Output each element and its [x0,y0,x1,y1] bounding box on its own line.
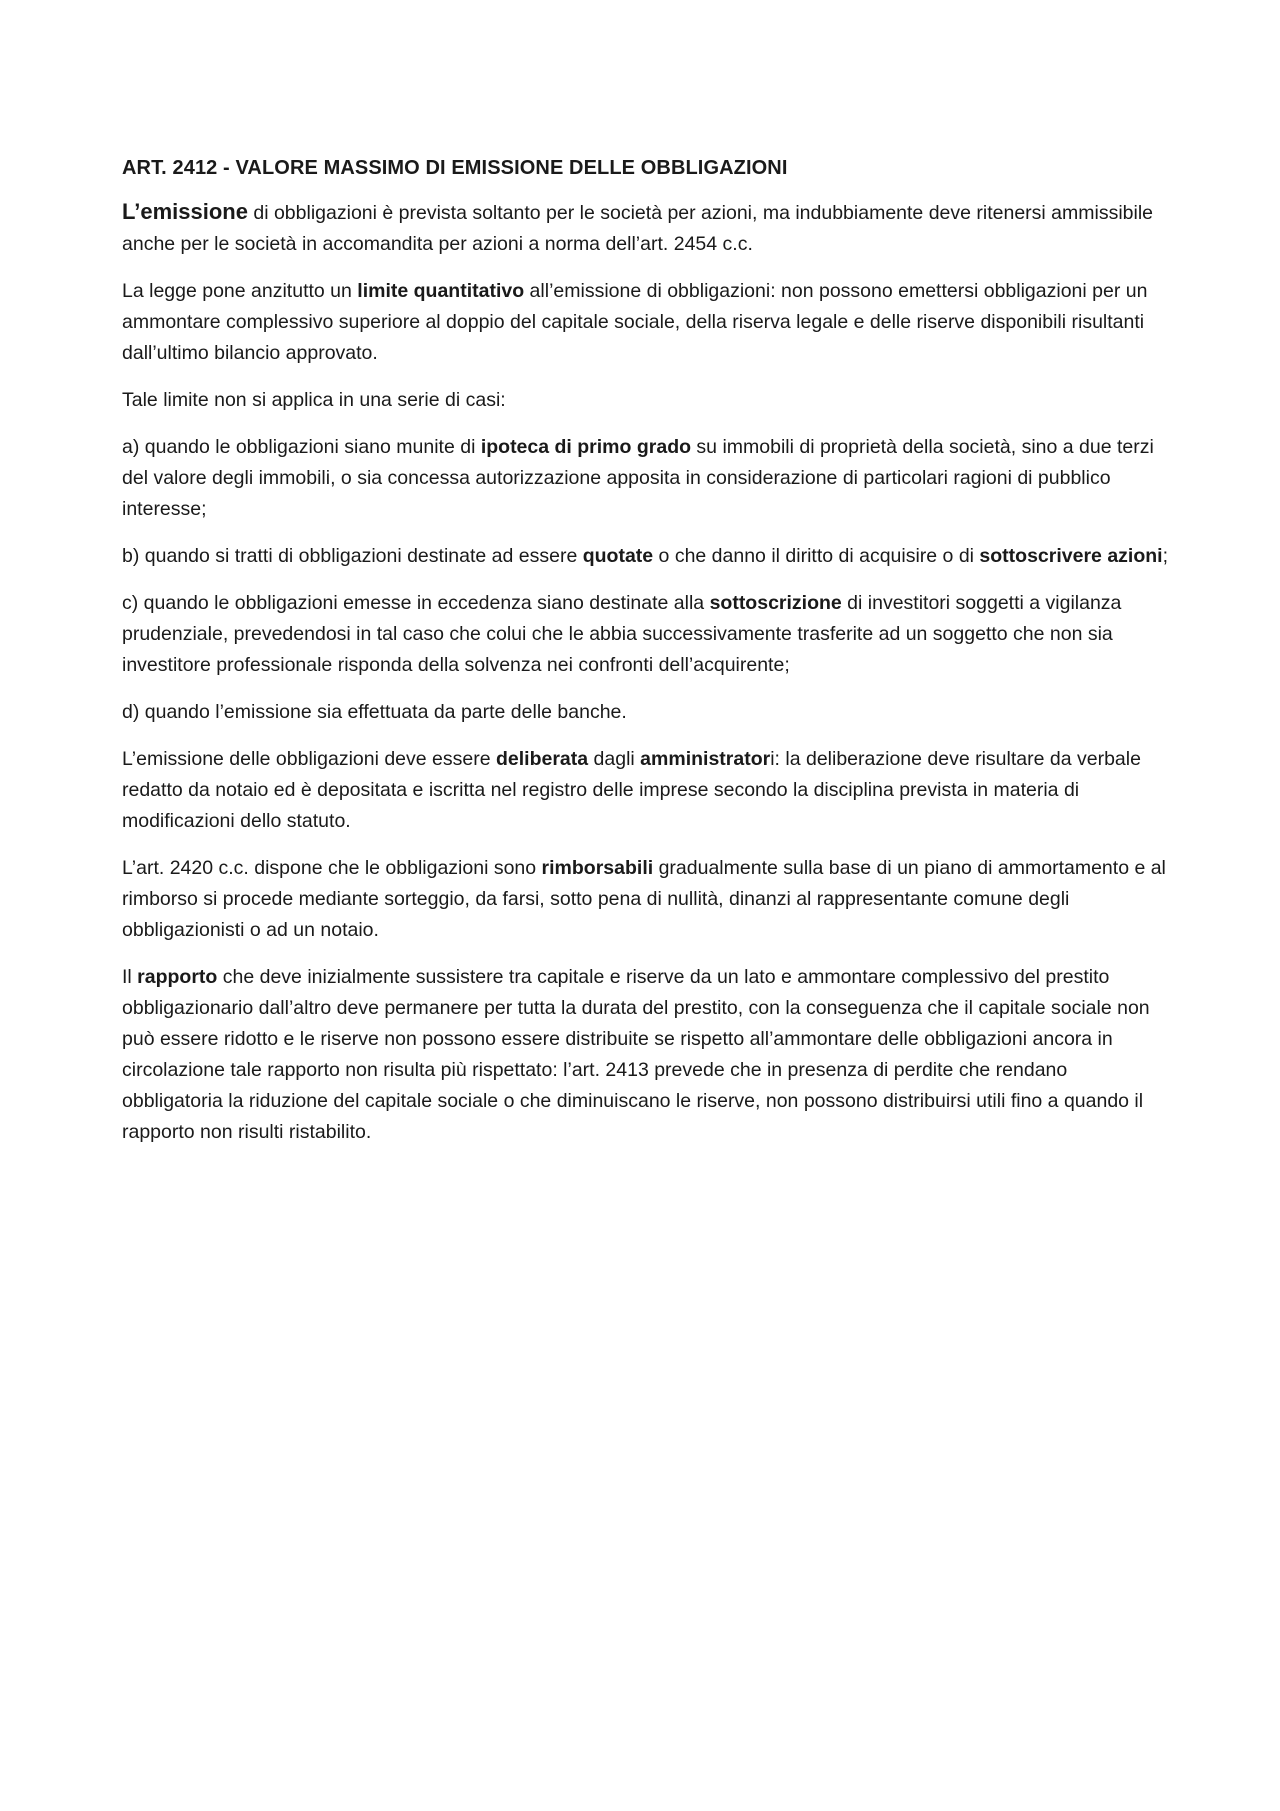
paragraph [122,432,1172,525]
text-run: gradualmente sulla base di un piano di ammortamento e al rimborso si procede mediante sorteggio, da farsi, sotto pena di nullità, dinanzi al rappresentante comune degli obbligazionisti o ad un notaio. [122,857,1166,941]
text-run: L’emissione delle obbligazioni deve essere [122,748,496,770]
bold-term: quotate [582,545,654,567]
text-run: a) quando le obbligazioni siano munite di [122,436,481,458]
bold-term: deliberata [496,748,589,770]
text-run: o che danno il diritto di acquisire o di [653,545,980,567]
paragraph [122,385,1172,416]
paragraph [122,853,1172,946]
paragraph [122,962,1172,1148]
bold-term: sottoscrivere azioni [979,545,1163,567]
text-run: b) quando si tratti di obbligazioni destinate ad essere [122,545,583,567]
text-run: c) quando le obbligazioni emesse in eccedenza siano destinate alla [122,592,710,614]
document-title: ART. 2412 - VALORE MASSIMO DI EMISSIONE DELLE OBBLIGAZIONI [122,157,788,179]
paragraph [122,196,1172,260]
text-run: dagli [588,748,641,770]
bold-term: rimborsabili [541,857,654,879]
text-run: d) quando l’emissione sia effettuata da parte delle banche. [122,701,627,723]
text-run: La legge pone anzitutto un [122,280,358,302]
bold-term: amministrator [640,748,771,770]
paragraph [122,697,1172,728]
bold-term: ipoteca di primo grado [480,436,692,458]
bold-term: L’emissione [122,199,248,224]
document-body [122,196,1172,1148]
text-run: Il [122,966,138,988]
text-run: su immobili di proprietà della società, sino a due terzi del valore degli immobili, o sia concessa autorizzazione apposita in considerazione di particolari ragioni di pubblico interesse; [122,436,1154,520]
text-run: i: la deliberazione deve risultare da verbale redatto da notaio ed è depositata e iscritta nel registro delle imprese secondo la disciplina prevista in materia di modificazioni dello statuto. [122,748,1141,832]
text-run: ; [1162,545,1168,567]
text-run: Tale limite non si applica in una serie di casi: [122,389,506,411]
paragraph [122,541,1172,572]
bold-term: rapporto [137,966,218,988]
paragraph [122,276,1172,369]
text-run: di investitori soggetti a vigilanza prudenziale, prevedendosi in tal caso che colui che le abbia successivamente trasferite ad un soggetto che non sia investitore professionale risponda della solvenza nei confronti dell’acquirente; [122,592,1122,676]
paragraph [122,588,1172,681]
text-run: che deve inizialmente sussistere tra capitale e riserve da un lato e ammontare complessivo del prestito obbligazionario dall’altro deve permanere per tutta la durata del prestito, con la conseguenza che il capitale sociale non può essere ridotto e le riserve non possono essere distribuite se rispetto all’ammontare delle obbligazioni ancora in circolazione tale rapporto non risulta più rispettato: l’art. 2413 prevede che in presenza di perdite che rendano obbligatoria la riduzione del capitale sociale o che diminuiscano le riserve, non possono distribuirsi utili fino a quando il rapporto non risulti ristabilito. [122,966,1150,1143]
text-run: L’art. 2420 c.c. dispone che le obbligazioni sono [122,857,542,879]
paragraph [122,744,1172,837]
text-run: all’emissione di obbligazioni: non possono emettersi obbligazioni per un ammontare complessivo superiore al doppio del capitale sociale, della riserva legale e delle riserve disponibili risultanti dall’ultimo bilancio approvato. [122,280,1148,364]
document-page [122,150,1172,1164]
bold-term: limite quantitativo [357,280,525,302]
text-run: di obbligazioni è prevista soltanto per le società per azioni, ma indubbiamente deve ritenersi ammissibile anche per le società in accomandita per azioni a norma dell’art. 2454 c.c. [122,202,1154,255]
bold-term: sottoscrizione [709,592,842,614]
